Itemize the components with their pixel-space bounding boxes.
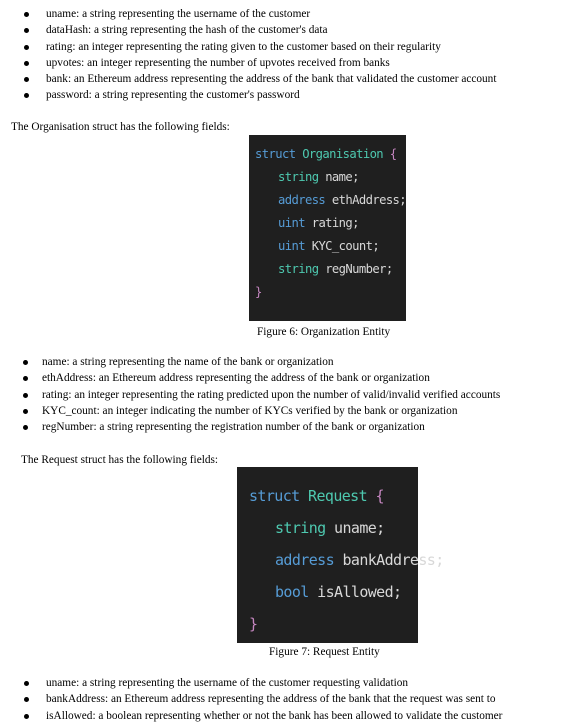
figure-7-caption: Figure 7: Request Entity <box>269 646 380 658</box>
code-field-line <box>278 239 379 253</box>
bullet-icon <box>23 409 28 414</box>
list-item-text: name: a string representing the name of the bank or organization <box>42 356 334 368</box>
bullet-icon <box>24 93 29 98</box>
code-field-line <box>278 262 393 276</box>
bullet-icon <box>24 77 29 82</box>
code-field-line <box>278 216 359 230</box>
bullet-icon <box>23 360 28 365</box>
figure-6-caption: Figure 6: Organization Entity <box>257 326 391 338</box>
customer-fields-list <box>0 6 496 104</box>
list-item <box>0 419 500 435</box>
code-field-line <box>275 551 444 569</box>
list-item-text: uname: a string representing the username of the customer <box>46 8 311 20</box>
code-close-brace: } <box>249 615 258 633</box>
code-field-name: bankAddress; <box>342 551 444 569</box>
code-field-type: string <box>275 519 326 537</box>
code-open-brace: { <box>375 487 384 505</box>
list-item <box>0 39 496 55</box>
code-field-name: regNumber; <box>325 262 393 276</box>
list-item-text: rating: an integer representing the rating predicted upon the number of valid/invalid verified accounts <box>42 388 501 401</box>
code-field-type: string <box>278 262 319 276</box>
organisation-intro: The Organisation struct has the following fields: <box>11 121 230 133</box>
list-item <box>0 403 500 419</box>
code-field-name: isAllowed; <box>317 583 402 601</box>
bullet-icon <box>24 714 29 719</box>
code-field-line <box>278 170 359 184</box>
code-field-type: bool <box>275 583 309 601</box>
code-line-footer <box>255 285 262 299</box>
list-item-text: dataHash: a string representing the hash of the customer's data <box>46 24 328 37</box>
code-struct-name: Organisation <box>302 147 384 161</box>
code-field-name: rating; <box>311 216 359 230</box>
code-open-brace: { <box>389 147 397 161</box>
bullet-icon <box>24 45 29 50</box>
list-item <box>0 387 500 403</box>
list-item-text: isAllowed: a boolean representing whether or not the bank has been allowed to validate the customer <box>46 709 503 722</box>
code-close-brace: } <box>255 285 262 299</box>
bullet-icon <box>24 12 29 17</box>
code-field-type: uint <box>278 216 305 230</box>
bullet-icon <box>23 425 28 430</box>
code-field-line <box>275 519 385 537</box>
organisation-fields-list <box>0 354 500 435</box>
code-field-line <box>278 193 406 207</box>
code-line-header <box>249 487 384 505</box>
bullet-icon <box>23 393 28 398</box>
list-item-text: password: a string representing the customer's password <box>46 89 300 102</box>
list-item <box>0 370 500 386</box>
code-struct-name: Request <box>308 487 368 505</box>
list-item <box>0 691 502 707</box>
bullet-icon <box>23 376 28 381</box>
list-item-text: regNumber: a string representing the registration number of the bank or organization <box>42 421 425 434</box>
list-item-text: upvotes: an integer representing the number of upvotes received from banks <box>46 56 390 69</box>
bullet-icon <box>24 61 29 66</box>
list-item <box>0 675 502 691</box>
list-item-text: rating: an integer representing the rating given to the customer based on their regularity <box>46 40 441 53</box>
list-item-text: ethAddress: an Ethereum address representing the address of the bank or organization <box>42 372 430 385</box>
list-item-text: bank: an Ethereum address representing the address of the bank that validated the customer account <box>46 73 497 86</box>
list-item <box>0 71 496 87</box>
code-field-name: KYC_count; <box>311 239 380 253</box>
list-item <box>0 22 496 38</box>
code-field-type: address <box>278 193 326 207</box>
code-field-type: uint <box>278 239 305 253</box>
list-item <box>0 708 502 724</box>
organisation-code-image <box>249 135 406 321</box>
list-item <box>0 6 496 22</box>
list-item <box>0 354 500 370</box>
bullet-icon <box>24 681 29 686</box>
code-keyword: struct <box>249 487 300 505</box>
code-field-type: address <box>275 551 335 569</box>
code-keyword: struct <box>255 147 296 161</box>
code-field-type: string <box>278 170 319 184</box>
list-item-text: bankAddress: an Ethereum address representing the address of the bank that the request was sent to <box>46 693 496 706</box>
code-field-line <box>275 583 401 601</box>
code-field-name: name; <box>325 170 359 184</box>
request-code-image <box>237 467 444 643</box>
code-field-name: uname; <box>334 519 385 537</box>
list-item-text: uname: a string representing the username of the customer requesting validation <box>46 677 409 689</box>
list-item-text: KYC_count: an integer indicating the number of KYCs verified by the bank or organization <box>42 404 458 417</box>
request-fields-list <box>0 675 502 724</box>
code-line-header <box>255 147 397 161</box>
list-item <box>0 87 496 103</box>
bullet-icon <box>24 697 29 702</box>
code-field-name: ethAddress; <box>331 193 407 207</box>
list-item <box>0 55 496 71</box>
request-intro: The Request struct has the following fields: <box>21 454 219 466</box>
bullet-icon <box>24 28 29 33</box>
code-line-footer <box>249 615 257 633</box>
